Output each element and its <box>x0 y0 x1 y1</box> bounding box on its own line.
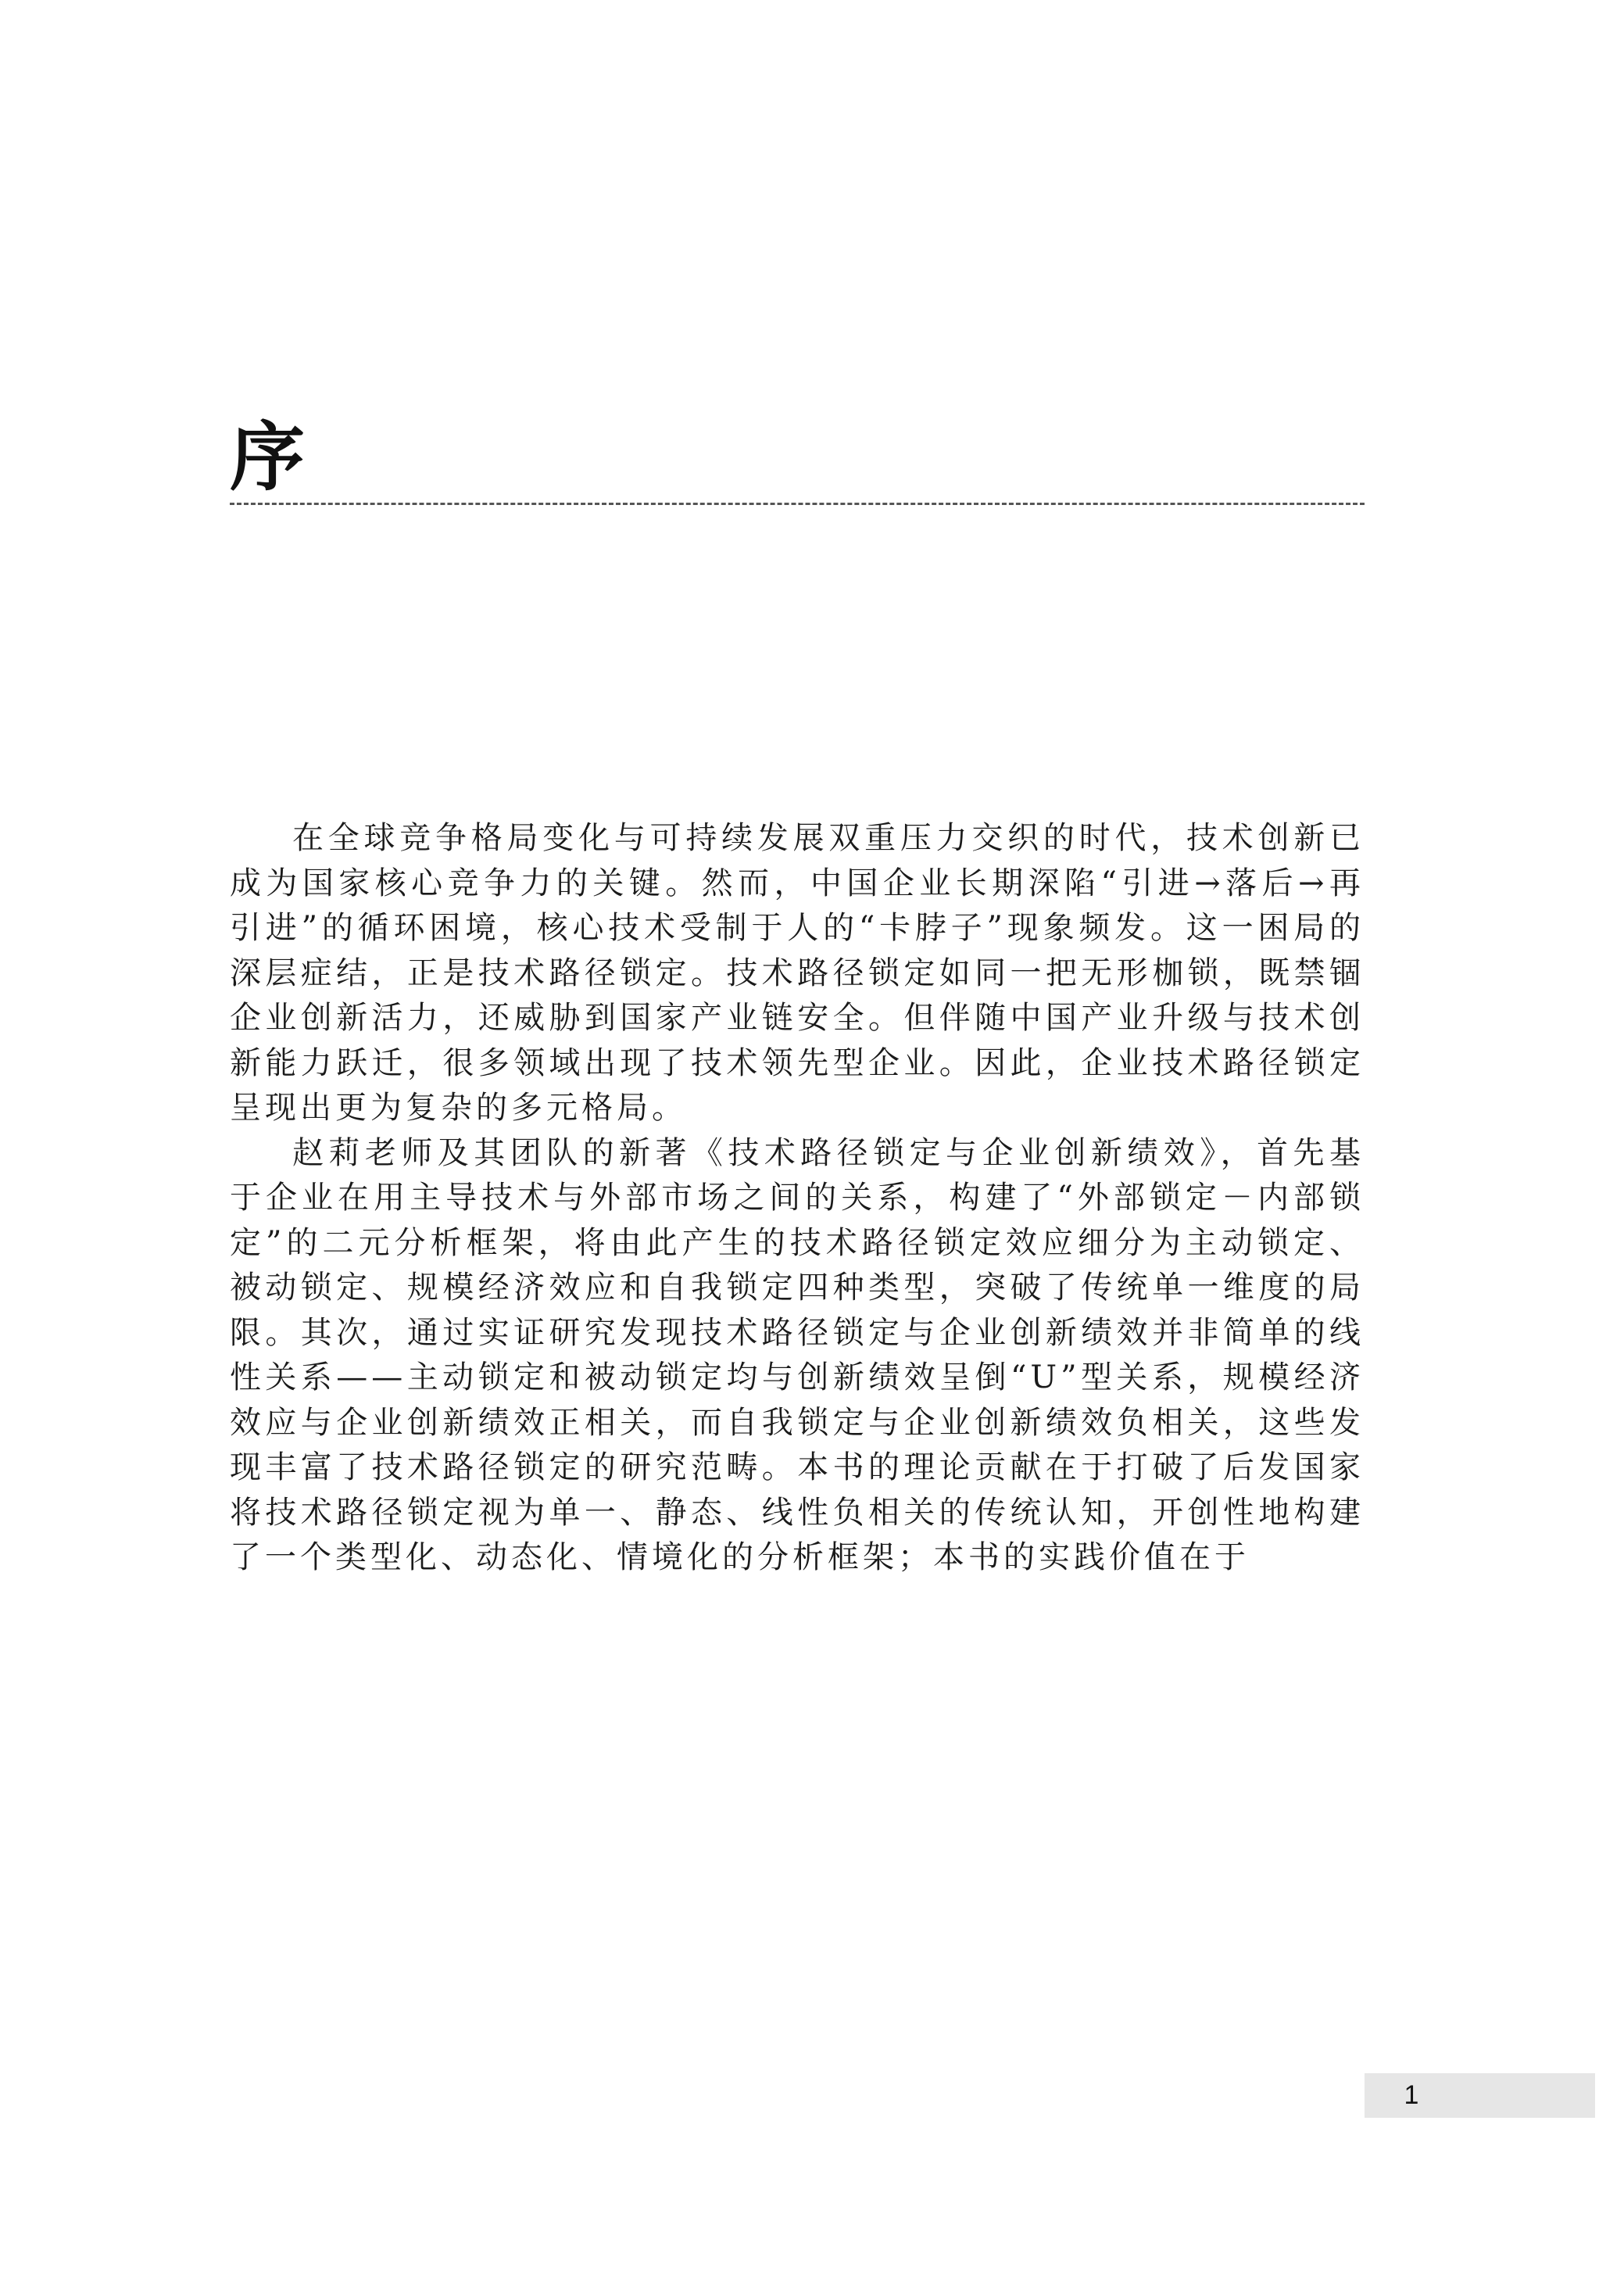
paragraph: 在全球竞争格局变化与可持续发展双重压力交织的时代，技术创新已成为国家核心竞争力的关键。然而，中国企业长期深陷“引进→落后→再引进”的循环困境，核心技术受制于人的“卡脖子”现象频发。这一困局的深层症结，正是技术路径锁定。技术路径锁定如同一把无形枷锁，既禁锢企业创新活力，还威胁到国家产业链安全。但伴随中国产业升级与技术创新能力跃迁，很多领域出现了技术领先型企业。因此，企业技术路径锁定呈现出更为复杂的多元格局。 <box>230 820 1365 1126</box>
paragraph: 赵莉老师及其团队的新著《技术路径锁定与企业创新绩效》，首先基于企业在用主导技术与外部市场之间的关系，构建了“外部锁定－内部锁定”的二元分析框架，将由此产生的技术路径锁定效应细分为主动锁定、被动锁定、规模经济效应和自我锁定四种类型，突破了传统单一维度的局限。其次，通过实证研究发现技术路径锁定与企业创新绩效并非简单的线性关系——主动锁定和被动锁定均与创新绩效呈倒“U”型关系，规模经济效应与企业创新绩效正相关，而自我锁定与企业创新绩效负相关，这些发现丰富了技术路径锁定的研究范畴。本书的理论贡献在于打破了后发国家将技术路径锁定视为单一、静态、线性负相关的传统认知，开创性地构建了一个类型化、动态化、情境化的分析框架；本书的实践价值在于 <box>230 1134 1365 1575</box>
page-title: 序 <box>230 413 305 501</box>
page-number-tab <box>1365 2073 1595 2118</box>
body-text <box>230 816 1365 1581</box>
page-number: 1 <box>1404 2080 1419 2110</box>
title-divider <box>230 503 1365 505</box>
